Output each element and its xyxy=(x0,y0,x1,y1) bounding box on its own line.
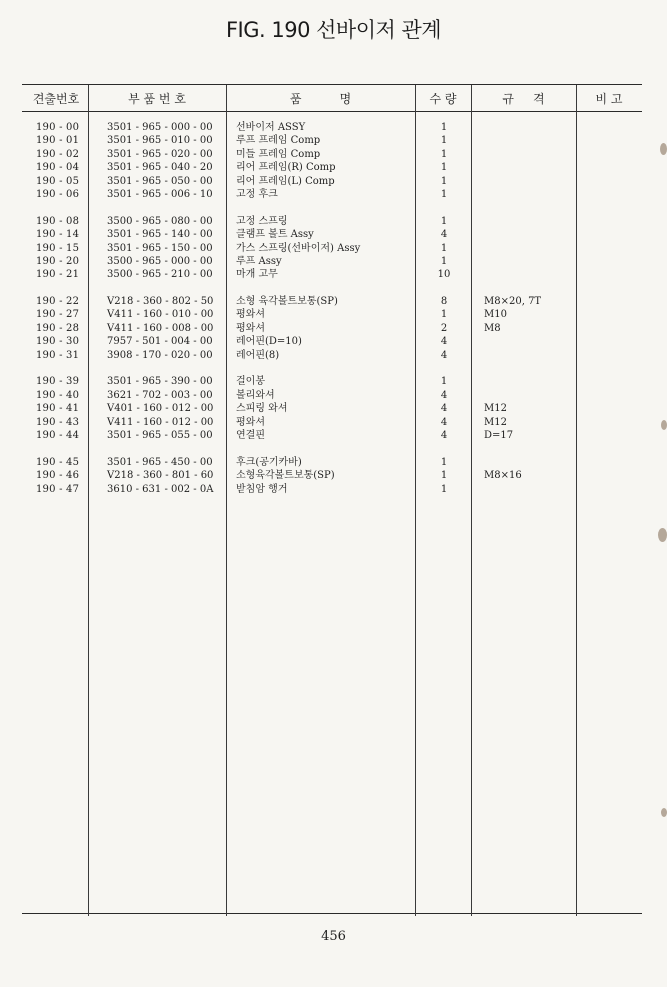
table-row xyxy=(0,255,667,268)
part-number: 3501 - 965 - 000 - 00 xyxy=(107,122,213,133)
quantity: 4 xyxy=(440,336,448,348)
table-row xyxy=(0,456,667,469)
specification: D=17 xyxy=(484,429,514,441)
parts-table-body xyxy=(0,121,667,496)
part-name: 연결핀 xyxy=(236,429,265,441)
table-row xyxy=(0,242,667,255)
quantity: 1 xyxy=(440,148,448,160)
item-number: 190 - 27 xyxy=(36,309,80,321)
header-remarks: 비 고 xyxy=(595,92,623,106)
item-number: 190 - 30 xyxy=(36,336,80,348)
quantity: 1 xyxy=(440,483,448,495)
quantity: 4 xyxy=(440,403,448,415)
table-row xyxy=(0,375,667,388)
part-name: 루프 Assy xyxy=(236,255,282,267)
header-part-name: 품 명 xyxy=(289,92,352,106)
table-row xyxy=(0,148,667,161)
quantity: 1 xyxy=(440,188,448,200)
table-row xyxy=(0,483,667,496)
part-number: V411 - 160 - 008 - 00 xyxy=(107,322,214,334)
item-number: 190 - 40 xyxy=(36,389,80,401)
item-number: 190 - 45 xyxy=(36,456,80,468)
table-bottom-border xyxy=(22,913,642,914)
part-number: 3501 - 965 - 390 - 00 xyxy=(107,376,213,388)
part-number: 7957 - 501 - 004 - 00 xyxy=(107,336,213,348)
part-number: V218 - 360 - 801 - 60 xyxy=(107,470,214,482)
table-row xyxy=(0,349,667,362)
part-name: 가스 스프링(선바이저) Assy xyxy=(236,242,361,254)
item-number: 190 - 21 xyxy=(36,269,80,281)
part-number: 3501 - 965 - 006 - 10 xyxy=(107,188,213,200)
part-name: 평와셔 xyxy=(236,416,265,428)
part-name: 선바이저 ASSY xyxy=(236,122,306,133)
part-number: 3500 - 965 - 210 - 00 xyxy=(107,269,213,281)
part-name: 마개 고무 xyxy=(236,269,278,281)
specification: M10 xyxy=(484,309,507,321)
item-number: 190 - 20 xyxy=(36,255,80,267)
part-number: 3501 - 965 - 020 - 00 xyxy=(107,148,213,160)
part-name: 볼리와셔 xyxy=(236,389,275,401)
quantity: 2 xyxy=(440,322,448,334)
specification: M12 xyxy=(484,416,507,428)
header-part-no: 부 품 번 호 xyxy=(128,92,186,106)
table-row xyxy=(0,389,667,402)
quantity: 4 xyxy=(440,429,448,441)
item-number: 190 - 02 xyxy=(36,148,80,160)
item-number: 190 - 47 xyxy=(36,483,80,495)
part-number: 3501 - 965 - 010 - 00 xyxy=(107,135,213,147)
table-top-border xyxy=(22,84,642,85)
quantity: 1 xyxy=(440,242,448,254)
quantity: 1 xyxy=(440,309,448,321)
part-name: 소형 육각볼트보통(SP) xyxy=(236,296,338,308)
quantity: 8 xyxy=(440,296,448,308)
item-number: 190 - 06 xyxy=(36,188,80,200)
quantity: 1 xyxy=(440,175,448,187)
part-number: V411 - 160 - 010 - 00 xyxy=(107,309,214,321)
item-number: 190 - 04 xyxy=(36,162,80,174)
part-number: 3501 - 965 - 450 - 00 xyxy=(107,456,213,468)
item-number: 190 - 39 xyxy=(36,376,80,388)
part-number: 3501 - 965 - 150 - 00 xyxy=(107,242,213,254)
quantity: 4 xyxy=(440,416,448,428)
quantity: 1 xyxy=(440,122,448,133)
table-row xyxy=(0,121,667,134)
item-number: 190 - 01 xyxy=(36,135,80,147)
specification: M12 xyxy=(484,403,507,415)
quantity: 1 xyxy=(440,215,448,227)
quantity: 4 xyxy=(440,389,448,401)
specification: M8×16 xyxy=(484,470,522,482)
table-row xyxy=(0,268,667,281)
scan-mark xyxy=(661,808,667,817)
item-number: 190 - 31 xyxy=(36,349,80,361)
table-row xyxy=(0,161,667,174)
header-quantity: 수 량 xyxy=(429,92,457,106)
header-bottom-border xyxy=(22,111,642,112)
part-name: 미들 프레임 Comp xyxy=(236,148,321,160)
part-name: 걸이봉 xyxy=(236,376,265,388)
part-name: 후크(공기카바) xyxy=(236,456,302,468)
part-name: 클램프 볼트 Assy xyxy=(236,229,314,241)
part-number: V218 - 360 - 802 - 50 xyxy=(107,296,214,308)
quantity: 4 xyxy=(440,229,448,241)
quantity: 1 xyxy=(440,162,448,174)
part-number: 3501 - 965 - 055 - 00 xyxy=(107,429,213,441)
table-row xyxy=(0,228,667,241)
item-number: 190 - 46 xyxy=(36,470,80,482)
table-row xyxy=(0,188,667,201)
part-name: 고정 후크 xyxy=(236,188,278,200)
quantity: 4 xyxy=(440,349,448,361)
table-row xyxy=(0,134,667,147)
scan-mark xyxy=(660,143,667,155)
part-name: 리어 프레임(L) Comp xyxy=(236,175,335,187)
part-name: 고정 스프링 xyxy=(236,215,288,227)
part-name: 소형육각볼트보통(SP) xyxy=(236,470,335,482)
table-row xyxy=(0,429,667,442)
part-name: 받침암 행거 xyxy=(236,483,288,495)
part-number: 3621 - 702 - 003 - 00 xyxy=(107,389,213,401)
table-row xyxy=(0,402,667,415)
part-name: 평와셔 xyxy=(236,322,265,334)
table-row xyxy=(0,469,667,482)
item-number: 190 - 22 xyxy=(36,296,80,308)
part-number: 3500 - 965 - 000 - 00 xyxy=(107,255,213,267)
part-name: 리어 프레임(R) Comp xyxy=(236,162,336,174)
part-number: 3501 - 965 - 140 - 00 xyxy=(107,229,213,241)
part-number: 3501 - 965 - 050 - 00 xyxy=(107,175,213,187)
part-number: 3908 - 170 - 020 - 00 xyxy=(107,349,213,361)
part-name: 평와셔 xyxy=(236,309,265,321)
item-number: 190 - 08 xyxy=(36,215,80,227)
item-number: 190 - 43 xyxy=(36,416,80,428)
part-name: 루프 프레임 Comp xyxy=(236,135,321,147)
part-number: 3610 - 631 - 002 - 0A xyxy=(107,483,214,495)
header-spec: 규 격 xyxy=(502,92,545,106)
scan-mark xyxy=(658,528,667,542)
item-number: 190 - 00 xyxy=(36,122,80,133)
item-number: 190 - 15 xyxy=(36,242,80,254)
quantity: 1 xyxy=(440,470,448,482)
part-number: V411 - 160 - 012 - 00 xyxy=(107,416,214,428)
part-number: 3501 - 965 - 040 - 20 xyxy=(107,162,213,174)
part-name: 레어핀(8) xyxy=(236,349,280,361)
part-number: V401 - 160 - 012 - 00 xyxy=(107,403,214,415)
table-row xyxy=(0,335,667,348)
quantity: 1 xyxy=(440,135,448,147)
table-row xyxy=(0,215,667,228)
quantity: 10 xyxy=(437,269,451,281)
item-number: 190 - 28 xyxy=(36,322,80,334)
specification: M8×20, 7T xyxy=(484,296,542,308)
specification: M8 xyxy=(484,322,501,334)
item-number: 190 - 41 xyxy=(36,403,80,415)
item-number: 190 - 14 xyxy=(36,229,80,241)
item-number: 190 - 44 xyxy=(36,429,80,441)
part-name: 스피링 와셔 xyxy=(236,403,288,415)
page-number: 456 xyxy=(321,929,346,944)
item-number: 190 - 05 xyxy=(36,175,80,187)
part-name: 레어핀(D=10) xyxy=(236,336,302,348)
table-row xyxy=(0,295,667,308)
table-row xyxy=(0,175,667,188)
page-title: FIG. 190 선바이저 관계 xyxy=(225,18,442,42)
quantity: 1 xyxy=(440,376,448,388)
quantity: 1 xyxy=(440,456,448,468)
table-row xyxy=(0,322,667,335)
part-number: 3500 - 965 - 080 - 00 xyxy=(107,215,213,227)
table-row xyxy=(0,416,667,429)
header-item-no: 견출번호 xyxy=(32,92,80,106)
table-row xyxy=(0,308,667,321)
quantity: 1 xyxy=(440,255,448,267)
scan-mark xyxy=(661,420,667,430)
